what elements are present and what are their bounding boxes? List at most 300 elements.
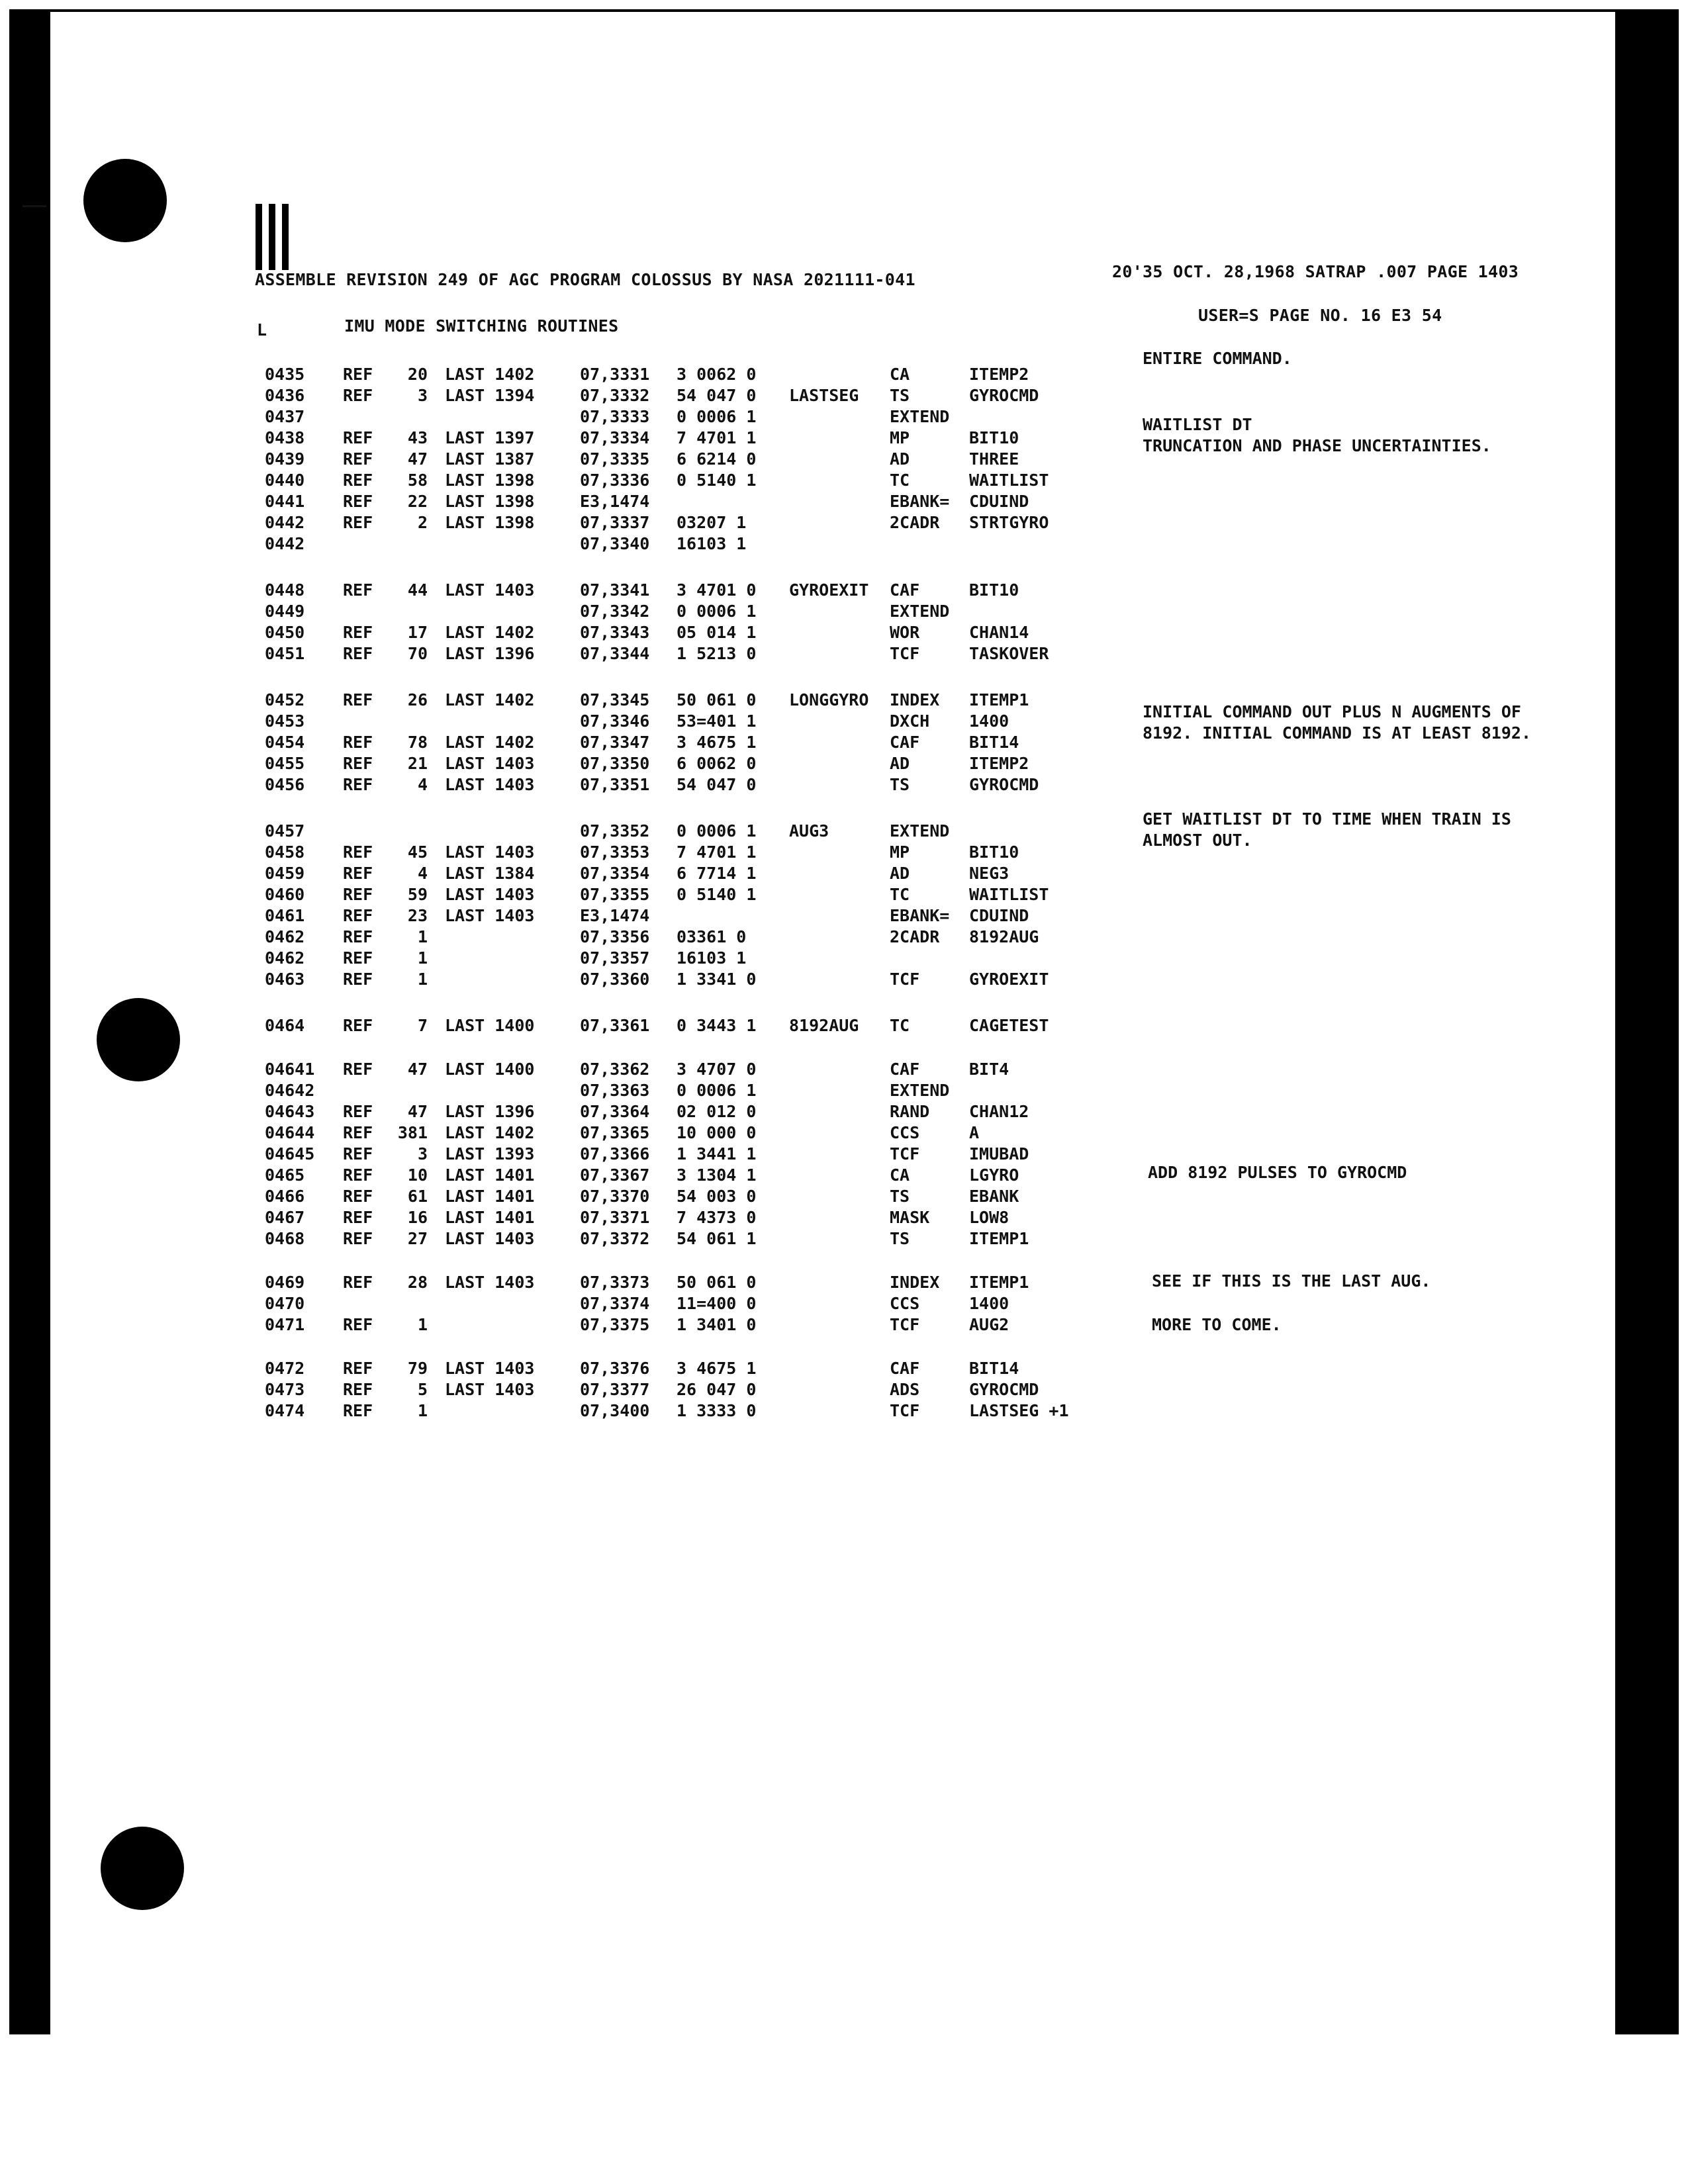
listing-row [0, 364, 1688, 385]
listing-addr-cell: 07,3376 [580, 1359, 650, 1378]
listing-last-cell: LAST 1394 [445, 386, 535, 405]
listing-op-cell: TS [890, 1229, 910, 1248]
listing-addr-cell: 07,3367 [580, 1165, 650, 1185]
listing-line-cell: 0452 [265, 690, 305, 709]
listing-word-cell: 50 061 0 [677, 1273, 757, 1292]
comment-line: SEE IF THIS IS THE LAST AUG. [1152, 1271, 1431, 1291]
listing-operand-cell: ITEMP2 [969, 365, 1029, 384]
listing-line-cell: 0473 [265, 1380, 305, 1399]
listing-addr-cell: 07,3356 [580, 927, 650, 946]
listing-op-cell: ADS [890, 1380, 920, 1399]
listing-last-cell: LAST 1403 [445, 842, 535, 862]
listing-line-cell: 04645 [265, 1144, 315, 1163]
listing-row [0, 1101, 1688, 1122]
listing-word-cell: 6 7714 1 [677, 864, 757, 883]
listing-refnum-cell: 21 [407, 754, 428, 773]
listing-ref-cell: REF [343, 1359, 373, 1378]
listing-line-cell: 0472 [265, 1359, 305, 1378]
listing-op-cell: 2CADR [890, 927, 940, 946]
listing-operand-cell: CDUIND [969, 492, 1029, 511]
listing-ref-cell: REF [343, 885, 373, 904]
listing-ref-cell: REF [343, 471, 373, 490]
listing-op-cell: MASK [890, 1208, 930, 1227]
listing-addr-cell: 07,3371 [580, 1208, 650, 1227]
listing-ref-cell: REF [343, 492, 373, 511]
comment-line: ENTIRE COMMAND. [1143, 349, 1292, 368]
listing-last-cell: LAST 1401 [445, 1165, 535, 1185]
listing-refnum-cell: 47 [407, 1102, 428, 1121]
listing-refnum-cell: 4 [417, 775, 428, 794]
listing-refnum-cell: 59 [407, 885, 428, 904]
listing-word-cell: 7 4373 0 [677, 1208, 757, 1227]
listing-last-cell: LAST 1403 [445, 754, 535, 773]
section-title: IMU MODE SWITCHING ROUTINES [344, 316, 619, 336]
listing-operand-cell: 8192AUG [969, 927, 1039, 946]
listing-last-cell: LAST 1398 [445, 471, 535, 490]
listing-line-cell: 0453 [265, 711, 305, 731]
listing-addr-cell: E3,1474 [580, 906, 650, 925]
listing-op-cell: CAF [890, 733, 920, 752]
listing-refnum-cell: 381 [397, 1123, 428, 1142]
listing-refnum-cell: 7 [417, 1016, 428, 1035]
listing-last-cell: LAST 1403 [445, 775, 535, 794]
listing-line-cell: 0451 [265, 644, 305, 663]
listing-op-cell: RAND [890, 1102, 930, 1121]
listing-addr-cell: 07,3353 [580, 842, 650, 862]
listing-operand-cell: THREE [969, 449, 1019, 469]
listing-operand-cell: GYROEXIT [969, 970, 1049, 989]
listing-refnum-cell: 47 [407, 449, 428, 469]
comment-line: TRUNCATION AND PHASE UNCERTAINTIES. [1143, 436, 1491, 455]
listing-op-cell: WOR [890, 623, 920, 642]
listing-word-cell: 3 4707 0 [677, 1060, 757, 1079]
listing-ref-cell: REF [343, 1273, 373, 1292]
listing-ref-cell: REF [343, 948, 373, 968]
listing-refnum-cell: 27 [407, 1229, 428, 1248]
listing-addr-cell: 07,3341 [580, 580, 650, 600]
listing-operand-cell: GYROCMD [969, 775, 1039, 794]
listing-addr-cell: 07,3344 [580, 644, 650, 663]
listing-op-cell: AD [890, 864, 910, 883]
listing-line-cell: 0465 [265, 1165, 305, 1185]
listing-row [0, 385, 1688, 406]
listing-last-cell: LAST 1402 [445, 690, 535, 709]
listing-row [0, 1059, 1688, 1080]
listing-line-cell: 0462 [265, 927, 305, 946]
listing-refnum-cell: 26 [407, 690, 428, 709]
listing-refnum-cell: 1 [417, 927, 428, 946]
listing-line-cell: 0470 [265, 1294, 305, 1313]
listing-word-cell: 03207 1 [677, 513, 747, 532]
listing-word-cell: 1 3441 1 [677, 1144, 757, 1163]
listing-addr-cell: 07,3372 [580, 1229, 650, 1248]
listing-line-cell: 0454 [265, 733, 305, 752]
listing-operand-cell: CHAN14 [969, 623, 1029, 642]
listing-row [0, 884, 1688, 905]
listing-addr-cell: 07,3366 [580, 1144, 650, 1163]
listing-row [0, 1144, 1688, 1165]
listing-row [0, 905, 1688, 927]
listing-refnum-cell: 16 [407, 1208, 428, 1227]
listing-op-cell: EXTEND [890, 1081, 950, 1100]
listing-row [0, 1186, 1688, 1207]
listing-ref-cell: REF [343, 580, 373, 600]
listing-addr-cell: 07,3377 [580, 1380, 650, 1399]
listing-ref-cell: REF [343, 386, 373, 405]
listing-addr-cell: 07,3363 [580, 1081, 650, 1100]
listing-label-cell: LONGGYRO [789, 690, 869, 709]
listing-op-cell: AD [890, 754, 910, 773]
listing-op-cell: TCF [890, 1144, 920, 1163]
listing-last-cell: LAST 1398 [445, 492, 535, 511]
listing-op-cell: EBANK= [890, 906, 950, 925]
listing-ref-cell: REF [343, 513, 373, 532]
listing-row [0, 533, 1688, 555]
listing-last-cell: LAST 1387 [445, 449, 535, 469]
listing-word-cell: 54 003 0 [677, 1187, 757, 1206]
listing-addr-cell: 07,3357 [580, 948, 650, 968]
listing-op-cell: TS [890, 1187, 910, 1206]
section-marker: L [257, 320, 267, 340]
listing-addr-cell: 07,3345 [580, 690, 650, 709]
listing-row [0, 643, 1688, 664]
listing-row [0, 774, 1688, 796]
listing-line-cell: 0448 [265, 580, 305, 600]
listing-word-cell: 0 5140 1 [677, 471, 757, 490]
listing-ref-cell: REF [343, 1208, 373, 1227]
listing-line-cell: 0462 [265, 948, 305, 968]
listing-word-cell: 1 5213 0 [677, 644, 757, 663]
listing-op-cell: 2CADR [890, 513, 940, 532]
listing-addr-cell: 07,3334 [580, 428, 650, 447]
listing-refnum-cell: 17 [407, 623, 428, 642]
listing-word-cell: 7 4701 1 [677, 842, 757, 862]
listing-word-cell: 6 0062 0 [677, 754, 757, 773]
listing-op-cell: CA [890, 1165, 910, 1185]
listing-ref-cell: REF [343, 1016, 373, 1035]
listing-last-cell: LAST 1402 [445, 623, 535, 642]
listing-op-cell: CCS [890, 1123, 920, 1142]
listing-addr-cell: 07,3370 [580, 1187, 650, 1206]
listing-ref-cell: REF [343, 428, 373, 447]
listing-row [0, 1314, 1688, 1336]
listing-ref-cell: REF [343, 644, 373, 663]
listing-line-cell: 0464 [265, 1016, 305, 1035]
listing-op-cell: CA [890, 365, 910, 384]
listing-line-cell: 0440 [265, 471, 305, 490]
listing-row [0, 842, 1688, 863]
listing-last-cell: LAST 1397 [445, 428, 535, 447]
listing-addr-cell: 07,3364 [580, 1102, 650, 1121]
listing-addr-cell: E3,1474 [580, 492, 650, 511]
listing-operand-cell: A [969, 1123, 980, 1142]
listing-row [0, 927, 1688, 948]
listing-line-cell: 0442 [265, 534, 305, 553]
listing-word-cell: 0 0006 1 [677, 407, 757, 426]
listing-last-cell: LAST 1393 [445, 1144, 535, 1163]
listing-row [0, 622, 1688, 643]
listing-last-cell: LAST 1403 [445, 1229, 535, 1248]
listing-refnum-cell: 28 [407, 1273, 428, 1292]
listing-row [0, 1122, 1688, 1144]
listing-operand-cell: CHAN12 [969, 1102, 1029, 1121]
listing-operand-cell: ITEMP1 [969, 1229, 1029, 1248]
listing-operand-cell: ITEMP2 [969, 754, 1029, 773]
listing-operand-cell: BIT10 [969, 428, 1019, 447]
listing-row [0, 1080, 1688, 1101]
listing-row [0, 1272, 1688, 1293]
listing-label-cell: LASTSEG [789, 386, 859, 405]
listing-addr-cell: 07,3331 [580, 365, 650, 384]
listing-operand-cell: BIT4 [969, 1060, 1009, 1079]
listing-last-cell: LAST 1403 [445, 885, 535, 904]
listing-refnum-cell: 79 [407, 1359, 428, 1378]
listing-ref-cell: REF [343, 733, 373, 752]
listing-addr-cell: 07,3374 [580, 1294, 650, 1313]
listing-last-cell: LAST 1401 [445, 1208, 535, 1227]
listing-word-cell: 3 0062 0 [677, 365, 757, 384]
listing-ref-cell: REF [343, 1165, 373, 1185]
listing-row [0, 1293, 1688, 1314]
listing-op-cell: MP [890, 428, 910, 447]
listing-op-cell: CAF [890, 1359, 920, 1378]
listing-ref-cell: REF [343, 906, 373, 925]
listing-ref-cell: REF [343, 1315, 373, 1334]
listing-line-cell: 0471 [265, 1315, 305, 1334]
listing-row [0, 948, 1688, 969]
listing-last-cell: LAST 1396 [445, 1102, 535, 1121]
listing-word-cell: 02 012 0 [677, 1102, 757, 1121]
listing-line-cell: 0441 [265, 492, 305, 511]
listing-addr-cell: 07,3400 [580, 1401, 650, 1420]
listing-word-cell: 1 3341 0 [677, 970, 757, 989]
listing-ref-cell: REF [343, 927, 373, 946]
listing-addr-cell: 07,3351 [580, 775, 650, 794]
listing-word-cell: 54 047 0 [677, 386, 757, 405]
listing-last-cell: LAST 1400 [445, 1016, 535, 1035]
listing-operand-cell: LGYRO [969, 1165, 1019, 1185]
listing-operand-cell: CDUIND [969, 906, 1029, 925]
listing-op-cell: INDEX [890, 1273, 940, 1292]
listing-addr-cell: 07,3336 [580, 471, 650, 490]
listing-word-cell: 7 4701 1 [677, 428, 757, 447]
listing-op-cell: CAF [890, 1060, 920, 1079]
listing-last-cell: LAST 1402 [445, 365, 535, 384]
listing-word-cell: 10 000 0 [677, 1123, 757, 1142]
listing-line-cell: 0467 [265, 1208, 305, 1227]
listing-last-cell: LAST 1403 [445, 580, 535, 600]
listing-operand-cell: STRTGYRO [969, 513, 1049, 532]
listing-refnum-cell: 61 [407, 1187, 428, 1206]
listing-word-cell: 54 047 0 [677, 775, 757, 794]
listing-label-cell: AUG3 [789, 821, 829, 841]
listing-addr-cell: 07,3375 [580, 1315, 650, 1334]
listing-row [0, 1379, 1688, 1400]
listing-operand-cell: GYROCMD [969, 386, 1039, 405]
listing-word-cell: 0 0006 1 [677, 602, 757, 621]
listing-row [0, 1207, 1688, 1228]
listing-last-cell: LAST 1402 [445, 733, 535, 752]
listing-operand-cell: AUG2 [969, 1315, 1009, 1334]
listing-op-cell: CCS [890, 1294, 920, 1313]
listing-refnum-cell: 5 [417, 1380, 428, 1399]
comment-line: MORE TO COME. [1152, 1315, 1282, 1334]
listing-operand-cell: BIT14 [969, 733, 1019, 752]
listing-word-cell: 50 061 0 [677, 690, 757, 709]
listing-line-cell: 0439 [265, 449, 305, 469]
listing-last-cell: LAST 1403 [445, 906, 535, 925]
listing-ref-cell: REF [343, 1401, 373, 1420]
listing-word-cell: 3 4701 0 [677, 580, 757, 600]
listing-row [0, 753, 1688, 774]
listing-ref-cell: REF [343, 690, 373, 709]
listing-last-cell: LAST 1402 [445, 1123, 535, 1142]
listing-word-cell: 1 3333 0 [677, 1401, 757, 1420]
listing-row [0, 1015, 1688, 1036]
listing-operand-cell: WAITLIST [969, 471, 1049, 490]
listing-refnum-cell: 1 [417, 1401, 428, 1420]
listing-line-cell: 0442 [265, 513, 305, 532]
listing-row [0, 1358, 1688, 1379]
listing-word-cell: 05 014 1 [677, 623, 757, 642]
listing-ref-cell: REF [343, 449, 373, 469]
listing-ref-cell: REF [343, 623, 373, 642]
listing-date-page: 20'35 OCT. 28,1968 SATRAP .007 PAGE 1403 [1112, 262, 1519, 281]
listing-row [0, 1228, 1688, 1250]
listing-ref-cell: REF [343, 1102, 373, 1121]
listing-line-cell: 0463 [265, 970, 305, 989]
listing-line-cell: 04643 [265, 1102, 315, 1121]
listing-op-cell: TCF [890, 644, 920, 663]
listing-operand-cell: ITEMP1 [969, 1273, 1029, 1292]
listing-row [0, 512, 1688, 533]
listing-refnum-cell: 43 [407, 428, 428, 447]
listing-line-cell: 04642 [265, 1081, 315, 1100]
listing-op-cell: TC [890, 471, 910, 490]
listing-addr-cell: 07,3347 [580, 733, 650, 752]
listing-addr-cell: 07,3373 [580, 1273, 650, 1292]
listing-word-cell: 03361 0 [677, 927, 747, 946]
listing-ref-cell: REF [343, 754, 373, 773]
listing-addr-cell: 07,3340 [580, 534, 650, 553]
listing-operand-cell: NEG3 [969, 864, 1009, 883]
listing-op-cell: TCF [890, 1401, 920, 1420]
listing-addr-cell: 07,3332 [580, 386, 650, 405]
listing-row [0, 601, 1688, 622]
listing-row [0, 1400, 1688, 1422]
listing-operand-cell: 1400 [969, 711, 1009, 731]
comment-line: WAITLIST DT [1143, 415, 1252, 434]
listing-row [0, 580, 1688, 601]
listing-refnum-cell: 10 [407, 1165, 428, 1185]
listing-op-cell: EBANK= [890, 492, 950, 511]
comment-line: 8192. INITIAL COMMAND IS AT LEAST 8192. [1143, 723, 1531, 743]
listing-addr-cell: 07,3343 [580, 623, 650, 642]
listing-word-cell: 16103 1 [677, 948, 747, 968]
listing-last-cell: LAST 1403 [445, 1359, 535, 1378]
listing-line-cell: 0437 [265, 407, 305, 426]
listing-addr-cell: 07,3362 [580, 1060, 650, 1079]
listing-op-cell: DXCH [890, 711, 930, 731]
listing-refnum-cell: 23 [407, 906, 428, 925]
listing-word-cell: 3 4675 1 [677, 1359, 757, 1378]
listing-operand-cell: BIT10 [969, 580, 1019, 600]
listing-row [0, 969, 1688, 990]
listing-ref-cell: REF [343, 970, 373, 989]
listing-addr-cell: 07,3361 [580, 1016, 650, 1035]
listing-addr-cell: 07,3354 [580, 864, 650, 883]
listing-op-cell: TCF [890, 1315, 920, 1334]
comment-line: GET WAITLIST DT TO TIME WHEN TRAIN IS [1143, 809, 1511, 829]
listing-last-cell: LAST 1403 [445, 1380, 535, 1399]
listing-last-cell: LAST 1400 [445, 1060, 535, 1079]
listing-refnum-cell: 1 [417, 1315, 428, 1334]
comment-line: INITIAL COMMAND OUT PLUS N AUGMENTS OF [1143, 702, 1521, 721]
comment-line: ALMOST OUT. [1143, 831, 1252, 850]
listing-line-cell: 0438 [265, 428, 305, 447]
listing-ref-cell: REF [343, 864, 373, 883]
listing-refnum-cell: 47 [407, 1060, 428, 1079]
listing-word-cell: 16103 1 [677, 534, 747, 553]
listing-last-cell: LAST 1398 [445, 513, 535, 532]
listing-refnum-cell: 1 [417, 948, 428, 968]
listing-addr-cell: 07,3352 [580, 821, 650, 841]
listing-operand-cell: WAITLIST [969, 885, 1049, 904]
listing-ref-cell: REF [343, 1187, 373, 1206]
listing-refnum-cell: 45 [407, 842, 428, 862]
listing-line-cell: 0455 [265, 754, 305, 773]
listing-refnum-cell: 44 [407, 580, 428, 600]
listing-word-cell: 3 4675 1 [677, 733, 757, 752]
listing-refnum-cell: 3 [417, 386, 428, 405]
listing-op-cell: EXTEND [890, 821, 950, 841]
listing-addr-cell: 07,3355 [580, 885, 650, 904]
listing-addr-cell: 07,3333 [580, 407, 650, 426]
listing-refnum-cell: 22 [407, 492, 428, 511]
listing-addr-cell: 07,3337 [580, 513, 650, 532]
listing-ref-cell: REF [343, 775, 373, 794]
listing-user-page: USER=S PAGE NO. 16 E3 54 [1198, 306, 1442, 325]
listing-row [0, 491, 1688, 512]
listing-operand-cell: LOW8 [969, 1208, 1009, 1227]
listing-line-cell: 0449 [265, 602, 305, 621]
listing-op-cell: TC [890, 1016, 910, 1035]
listing-ref-cell: REF [343, 1144, 373, 1163]
listing-line-cell: 0435 [265, 365, 305, 384]
listing-refnum-cell: 70 [407, 644, 428, 663]
listing-op-cell: MP [890, 842, 910, 862]
listing-refnum-cell: 58 [407, 471, 428, 490]
listing-refnum-cell: 2 [417, 513, 428, 532]
listing-addr-cell: 07,3365 [580, 1123, 650, 1142]
listing-word-cell: 0 5140 1 [677, 885, 757, 904]
listing-op-cell: TS [890, 775, 910, 794]
listing-word-cell: 3 1304 1 [677, 1165, 757, 1185]
listing-line-cell: 0461 [265, 906, 305, 925]
listing-word-cell: 26 047 0 [677, 1380, 757, 1399]
listing-ref-cell: REF [343, 842, 373, 862]
listing-label-cell: 8192AUG [789, 1016, 859, 1035]
listing-word-cell: 54 061 1 [677, 1229, 757, 1248]
listing-line-cell: 0466 [265, 1187, 305, 1206]
listing-operand-cell: IMUBAD [969, 1144, 1029, 1163]
listing-line-cell: 0468 [265, 1229, 305, 1248]
listing-operand-cell: BIT10 [969, 842, 1019, 862]
listing-row [0, 406, 1688, 428]
listing-word-cell: 6 6214 0 [677, 449, 757, 469]
listing-line-cell: 04644 [265, 1123, 315, 1142]
listing-op-cell: EXTEND [890, 602, 950, 621]
